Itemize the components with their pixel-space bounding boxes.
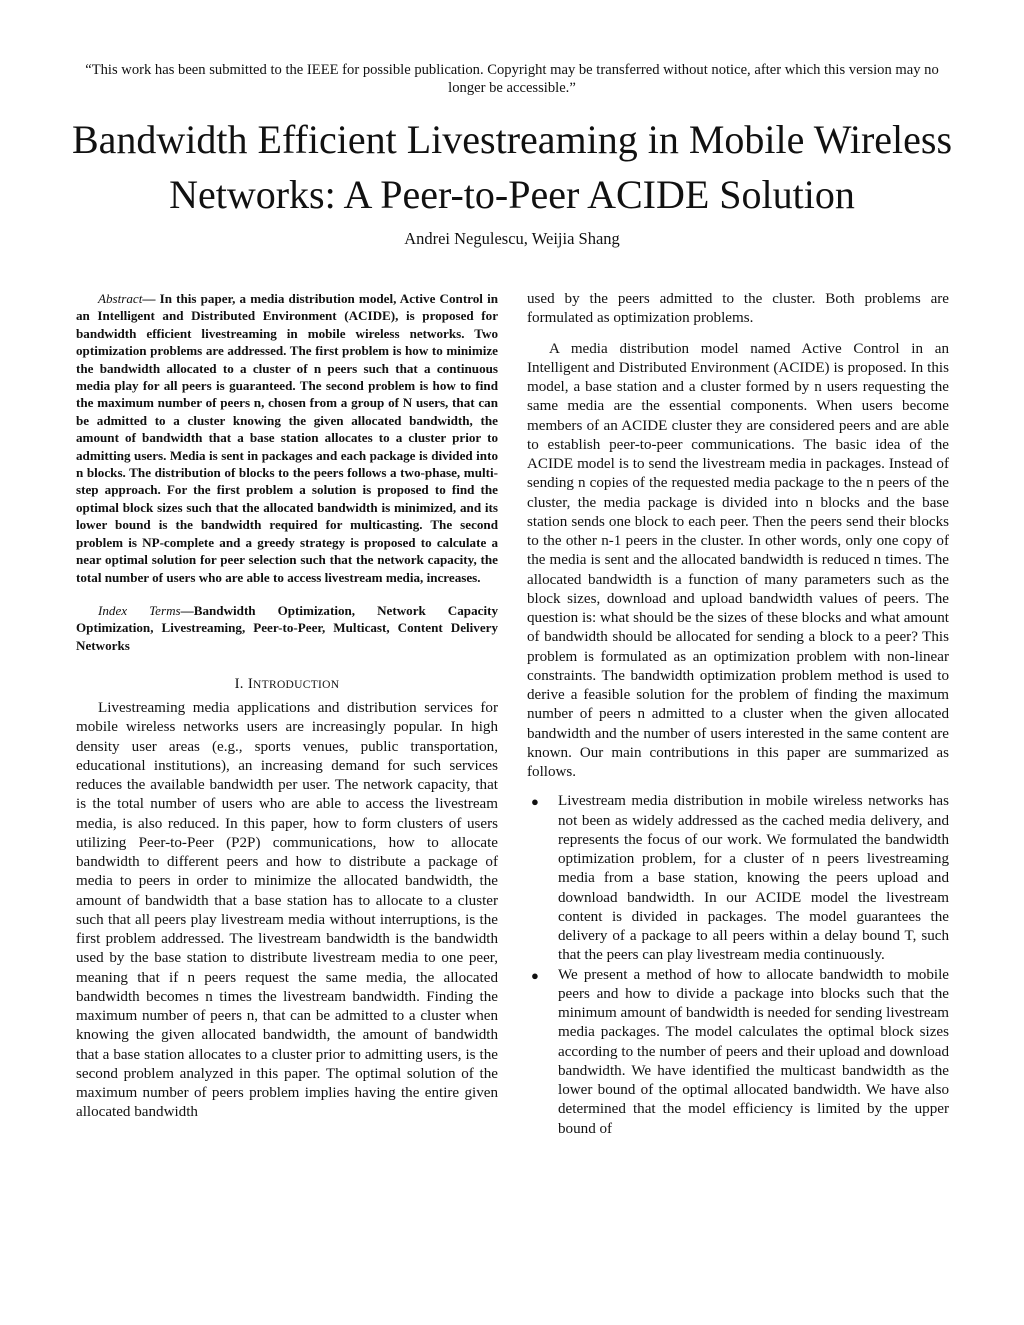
index-terms	[76, 602, 498, 654]
section-title-rest: NTRODUCTION	[253, 679, 340, 692]
paper-title: Bandwidth Efficient Livestreaming in Mobile Wireless Networks: A Peer-to-Peer ACIDE Solution	[71, 117, 953, 217]
list-item	[527, 966, 949, 1139]
index-terms-text: —Bandwidth Optimization, Network Capacity Optimization, Livestreaming, Peer-to-Peer, Multicast, Content Delivery Networks	[76, 602, 498, 653]
authors: Andrei Negulescu, Weijia Shang	[404, 229, 620, 248]
list-item-text: We present a method of how to allocate bandwidth to mobile peers and how to divide a package into blocks such that the minimum amount of bandwidth is needed for sending livestream media packages. The model calculates the optimal block sizes according to the number of peers and their upload and download bandwidth. We have identified the multicast bandwidth as the lower bound of the optimal allocated bandwidth. We have also determined that the model efficiency is limited by the upper bound of	[558, 966, 949, 1137]
bullet-icon: ●	[531, 794, 539, 810]
section-heading-introduction	[76, 676, 498, 693]
intro-paragraph-1: Livestreaming media applications and distribution services for mobile wireless networks users are increasingly popular. In high density user areas (e.g., sports venues, public transportation, educational institutions), an increasing demand for such services reduces the available bandwidth per user. The network capacity, that is the total number of users who are able to access the livestream media, is also reduced. In this paper, how to form clusters of users utilizing Peer-to-Peer (P2P) communications, how to allocate bandwidth to different peers and how to distribute a package of media to peers in order to minimize the allocated bandwidth, the amount of bandwidth that a base station has to allocate to a cluster such that all peers play livestream media without interruptions, is the first problem addressed. The livestream bandwidth is the bandwidth used by the base station to distribute livestream media to one peer, meaning that if n peers request the same media, the allocated bandwidth becomes n times the livestream bandwidth. Finding the maximum number of peers n, that can be admitted to a cluster when knowing the given allocated bandwidth, the amount of bandwidth that a base station allocates to a cluster prior to admitting users, is the second problem analyzed in this paper. The optimal solution of the maximum number of peers problem implies having the entire given allocated bandwidth	[76, 700, 498, 1121]
section-title-initial: I	[247, 676, 254, 693]
abstract-text: — In this paper, a media distribution model, Active Control in an Intelligent and Distributed Environment (ACIDE), is proposed for bandwidth efficient livestreaming in mobile wireless networks. Two optimization problems are addressed. The first problem is how to minimize the bandwidth allocated to a cluster of n peers such that a continuous media play for all peers is guaranteed. The second problem is how to find the maximum number of peers n, chosen from a group of N users, that can be admitted to a cluster knowing the given allocated bandwidth, the amount of bandwidth that a base station allocates to a cluster prior to admitting users. Media is sent in packages and each package is divided into n blocks. The distribution of blocks to the peers follows a two-phase, multi-step approach. For the first problem a solution is proposed to find the optimal block sizes such that the allocated bandwidth is minimized, and its lower bound is the bandwidth required for multicasting. The second problem is NP-complete and a greedy strategy is proposed to calculate a near optimal solution for peer selection such that the network capacity, the total number of users who are able to access livestream media, increases.	[76, 291, 498, 585]
left-column	[76, 290, 498, 1123]
bullet-icon: ●	[531, 967, 539, 983]
index-terms-label: Index Terms	[98, 602, 181, 618]
list-item	[527, 792, 949, 965]
copyright-notice: “This work has been submitted to the IEEE for possible publication. Copyright may be transferred without notice, after which this version may no longer be accessible.”	[85, 62, 939, 96]
abstract-label: Abstract	[98, 291, 143, 306]
intro-paragraph-3: A media distribution model named Active Control in an Intelligent and Distributed Environment (ACIDE) is proposed. In this model, a base station and a cluster formed by n users requesting the same media are the essential components. When users become members of an ACIDE cluster they are considered peers and are able to establish peer-to-peer communications. The basic idea of the ACIDE model is to send the livestream media in packages. Instead of sending n copies of the requested media package to the n peers of the cluster, the media package is divided into n blocks and the base station sends one block to each peer. Then the peers send their blocks to the other n-1 peers in the cluster. In other words, only one copy of the media is sent and the allocated bandwidth is reduced n times. The allocated bandwidth is a function of many parameters such as the block sizes, download and upload bandwidth values of peers. The question is: what should be the sizes of these blocks and what amount of bandwidth should be allocated for sending a block to a peer? This problem is formulated as an optimization problem with non-linear constraints. The bandwidth optimization problem method is used to derive a feasible solution for the problem of finding the maximum number of peers n admitted to a cluster when the given allocated bandwidth and the number of users interested in the same content are known. Our main contributions in this paper are summarized as follows.	[527, 340, 949, 780]
abstract	[76, 290, 498, 586]
intro-paragraph-2: used by the peers admitted to the cluster. Both problems are formulated as optimization problems.	[527, 291, 949, 327]
contributions-list	[527, 792, 949, 1139]
right-column	[527, 290, 949, 1139]
section-number: I.	[234, 676, 244, 693]
list-item-text: Livestream media distribution in mobile wireless networks has not been as widely addressed as the cached media delivery, and represents the focus of our work. We formulated the bandwidth optimization problem, for a cluster of n peers livestreaming media from a base station, knowing the peers upload and download bandwidth. In our ACIDE model the livestream content is divided in packages. The model guarantees the delivery of a package to all peers within a delay bound T, such that the peers can play livestream media continuously.	[558, 793, 949, 964]
